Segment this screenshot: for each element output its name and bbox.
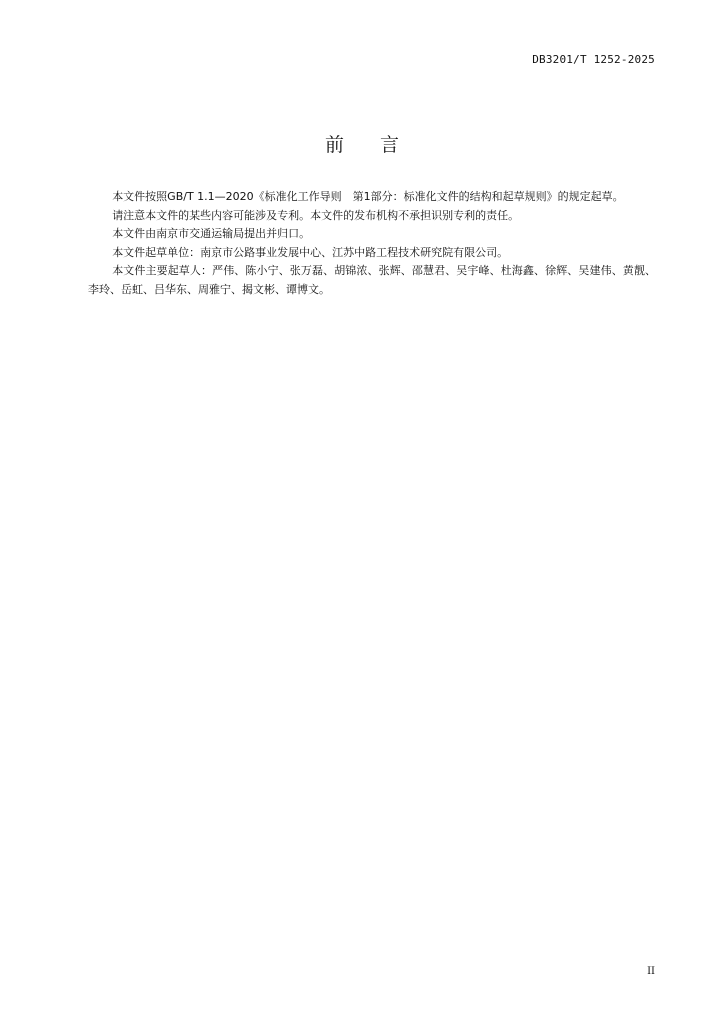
page-title: 前言 [324,134,435,156]
document-code: DB3201/T 1252-2025 [532,53,655,66]
preface-body [88,188,656,300]
paragraph-drafting-units: 本文件起草单位：南京市公路事业发展中心、江苏中路工程技术研究院有限公司。 [112,245,509,259]
paragraph-drafters: 本文件主要起草人：严伟、陈小宁、张万磊、胡锦浓、张辉、邵慧君、吴宇峰、杜海鑫、徐辉、吴建伟、黄靓、李玲、岳虹、吕华东、周雅宁、揭文彬、谭博文。 [88,264,656,296]
paragraph-patent-notice: 请注意本文件的某些内容可能涉及专利。本文件的发布机构不承担识别专利的责任。 [112,208,520,222]
paragraph-drafting-rules: 本文件按照GB/T 1.1—2020《标准化工作导则 第1部分：标准化文件的结构和起草规则》的规定起草。 [112,190,624,203]
paragraph-proposer: 本文件由南京市交通运输局提出并归口。 [112,227,311,241]
page-number: II [647,966,655,977]
